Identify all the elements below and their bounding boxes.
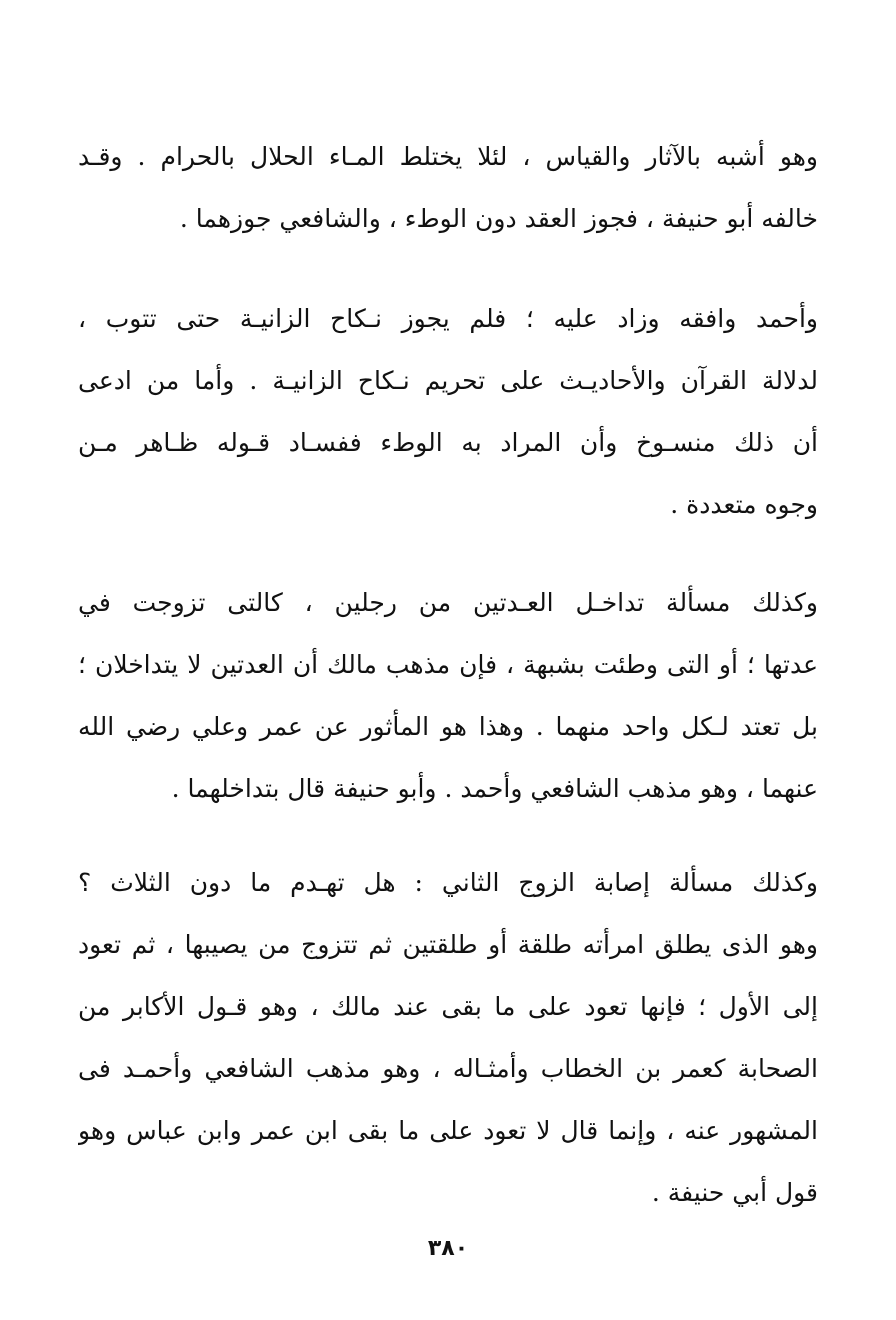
paragraph-line: خالفه أبو حنيفة ، فجوز العقد دون الوطء ، والشافعي جوزهما .: [179, 204, 818, 233]
page-number: ٣٨٠: [427, 1236, 469, 1261]
paragraph-3: [78, 572, 818, 820]
paragraph-line: عنهما ، وهو مذهب الشافعي وأحمد . وأبو حنيفة قال بتداخلهما .: [171, 774, 818, 803]
paragraph-line: بل تعتد لـكل واحد منهما . وهذا هو المأثور عن عمر وعلي رضي الله: [78, 712, 818, 741]
paragraph-line: الصحابة كعمر بن الخطاب وأمثـاله ، وهو مذهب الشافعي وأحمـد فى: [78, 1054, 818, 1083]
paragraph-line: أن ذلك منسـوخ وأن المراد به الوطء ففسـاد قـوله ظـاهر مـن: [78, 428, 818, 457]
paragraph-line: وجوه متعددة .: [670, 490, 818, 519]
paragraph-line: وأحمد وافقه وزاد عليه ؛ فلم يجوز نـكاح الزانيـة حتى تتوب ،: [78, 304, 818, 333]
paragraph-line: وهو أشبه بالآثار والقياس ، لئلا يختلط المـاء الحلال بالحرام . وقـد: [78, 142, 818, 171]
paragraph-line: وكذلك مسألة إصابة الزوج الثاني : هل تهـدم ما دون الثلاث ؟: [78, 868, 818, 897]
paragraph-line: قول أبي حنيفة .: [651, 1178, 818, 1207]
paragraph-line: وكذلك مسألة تداخـل العـدتين من رجلين ، كالتى تزوجت في: [78, 588, 818, 617]
paragraph-line: وهو الذى يطلق امرأته طلقة أو طلقتين ثم تتزوج من يصيبها ، ثم تعود: [78, 930, 818, 959]
paragraph-line: المشهور عنه ، وإنما قال لا تعود على ما بقى ابن عمر وابن عباس وهو: [78, 1116, 818, 1145]
paragraph-line: إلى الأول ؛ فإنها تعود على ما بقى عند مالك ، وهو قـول الأكابر من: [78, 992, 818, 1021]
paragraph-1: [78, 126, 818, 250]
paragraph-line: عدتها ؛ أو التى وطئت بشبهة ، فإن مذهب مالك أن العدتين لا يتداخلان ؛: [78, 650, 818, 679]
paragraph-4: [78, 852, 818, 1224]
paragraph-2: [78, 288, 818, 536]
paragraph-line: لدلالة القرآن والأحاديـث على تحريم نـكاح الزانيـة . وأما من ادعى: [78, 366, 818, 395]
